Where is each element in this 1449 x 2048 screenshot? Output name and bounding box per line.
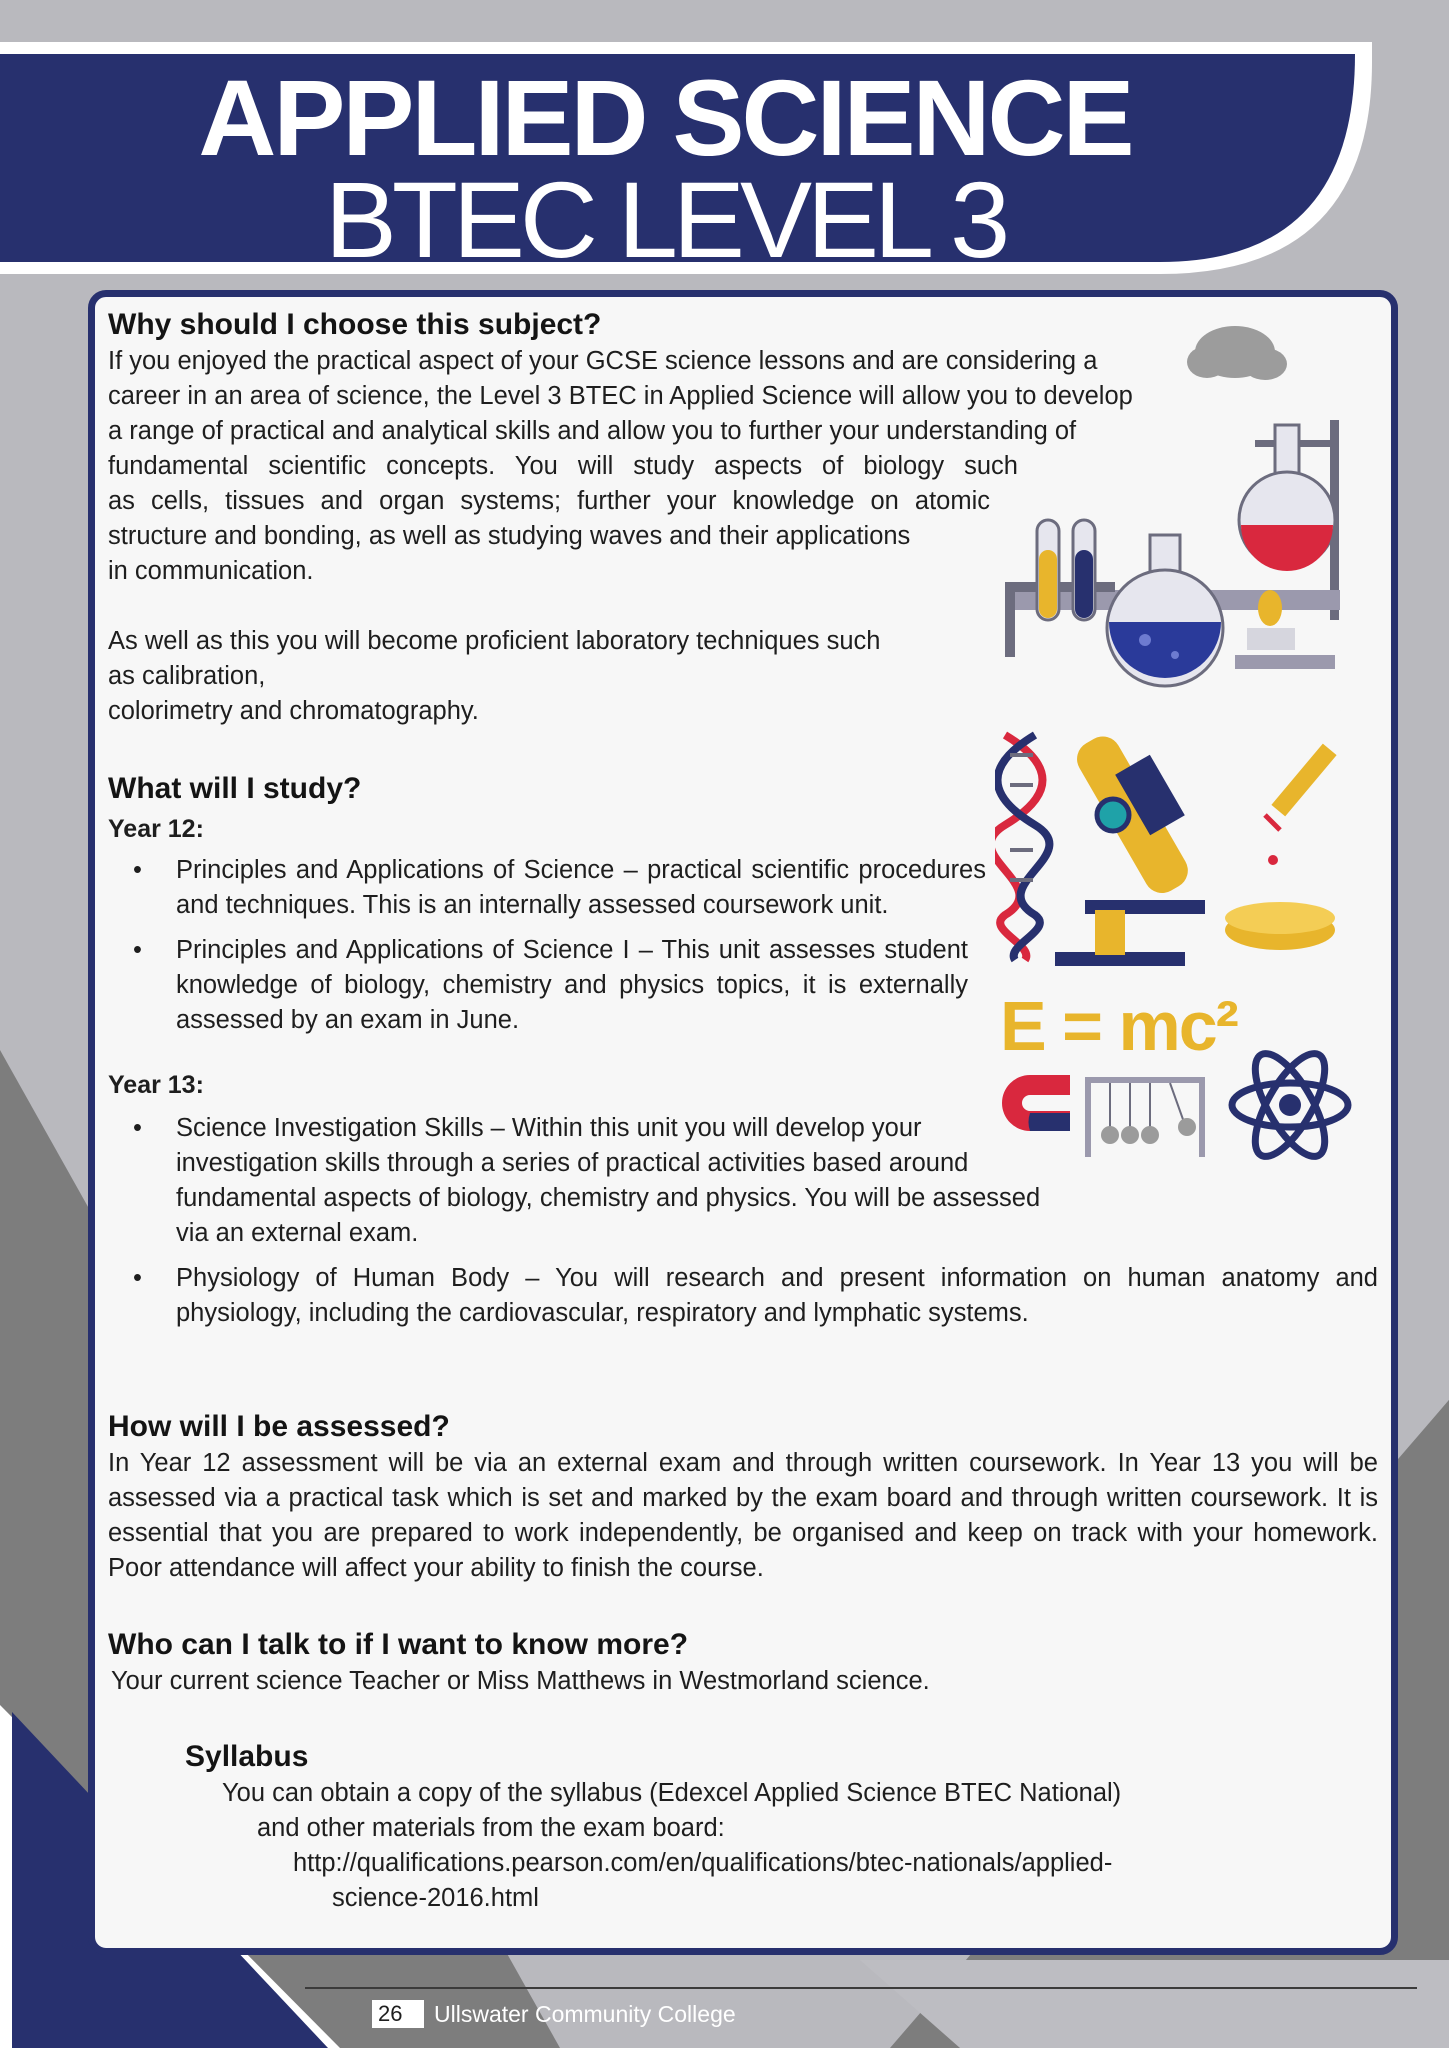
text-line: structure and bonding, as well as studying waves and their applications [108,522,911,550]
college-name: Ullswater Community College [434,2001,736,2027]
formula-emc2: E = mc² [1000,987,1237,1065]
text-line: in communication. [108,557,314,585]
section-assessed [108,1408,1378,1586]
text-line: If you enjoyed the practical aspect of your GCSE science lessons and are considering a [108,347,1098,375]
list-item: • Physiology of Human Body – You will research and present information on human anatomy and physiology, including the cardiovascular, respiratory and lymphatic systems. [108,1261,1378,1331]
syllabus-line: and other materials from the exam board: [257,1814,725,1842]
page-number: 26 [372,2000,424,2028]
why-paragraph-2 [108,624,1378,729]
section-study [108,770,1378,1341]
year-13-label: Year 13: [108,1071,204,1099]
text-line: As well as this you will become proficient laboratory techniques such [108,627,881,655]
contact-text: Your current science Teacher or Miss Matthews in Westmorland science. [111,1667,930,1695]
why-paragraph-1 [108,344,1378,589]
section-contact [108,1626,1378,1699]
year-12-label: Year 12: [108,815,204,843]
syllabus-heading: Syllabus [185,1740,309,1773]
page-title: APPLIED SCIENCE [198,57,1132,178]
list-item: • Principles and Applications of Science I – This unit assesses student knowledge of biology, chemistry and physics topics, it is externally assessed by an exam in June. [108,933,986,1038]
syllabus-link[interactable]: http://qualifications.pearson.com/en/qualifications/btec-nationals/applied- [293,1849,1113,1877]
text-line: as calibration, [108,662,266,690]
year-12-list [108,853,986,1038]
section-syllabus [185,1738,1285,1916]
assessed-text: In Year 12 assessment will be via an external exam and through written coursework. In Year 13 you will be assessed via a practical task which is set and marked by the exam board and through written coursework. It is essential that you are prepared to work independently, be organised and keep on track with your homework. Poor attendance will affect your ability to finish the course. [108,1449,1378,1582]
page-subtitle: BTEC LEVEL 3 [324,159,1006,280]
contact-heading: Who can I talk to if I want to know more? [108,1628,689,1661]
footer-divider [305,1987,1417,1989]
list-item [108,1111,1378,1251]
list-item: • Principles and Applications of Science – practical scientific procedures and techniques. This is an internally assessed coursework unit. [108,853,986,923]
list-item-text: • Science Investigation Skills – Within this unit you will develop your investigation skills through a series of practical activities based around fundamental aspects of biology, chemistry and physics. You will be assessed via an external exam. [176,1114,1041,1247]
assessed-heading: How will I be assessed? [108,1410,450,1443]
syllabus-link[interactable]: science-2016.html [332,1884,539,1912]
section-why [108,306,1378,729]
study-heading: What will I study? [108,772,362,805]
text-line: career in an area of science, the Level 3 BTEC in Applied Science will allow you to develop [108,382,1133,410]
text-line: a range of practical and analytical skills and allow you to further your understanding of [108,417,1077,445]
why-heading: Why should I choose this subject? [108,308,602,341]
text-line: fundamental scientific concepts. You will study aspects of biology such [108,452,1018,480]
year-13-list [108,1111,1378,1331]
text-line: as cells, tissues and organ systems; further your knowledge on atomic [108,487,990,515]
syllabus-line: You can obtain a copy of the syllabus (Edexcel Applied Science BTEC National) [222,1779,1122,1807]
text-line: colorimetry and chromatography. [108,697,479,725]
